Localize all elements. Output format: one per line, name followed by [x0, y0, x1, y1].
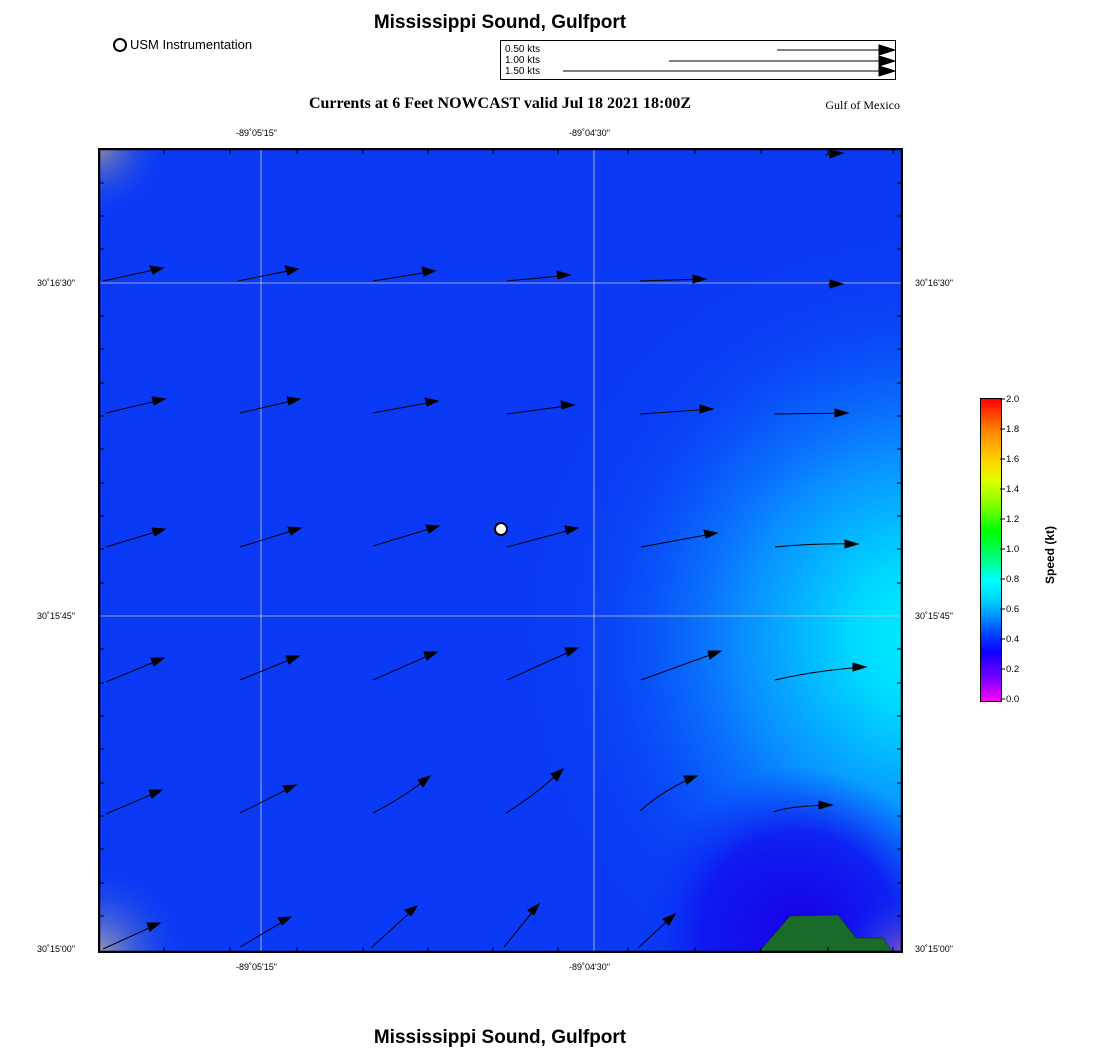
speed-legend-arrows — [501, 41, 895, 79]
current-map — [98, 148, 903, 953]
left-tick-label: 30˚15'00" — [37, 944, 75, 954]
colorbar-tick-label: 1.0 — [1006, 544, 1020, 555]
map-title-bottom: Mississippi Sound, Gulfport — [373, 1027, 627, 1048]
speed-legend-label-1: 0.50 kts — [505, 44, 541, 55]
region-label: Gulf of Mexico — [825, 98, 900, 112]
top-tick-label: -89˚05'15" — [236, 128, 277, 138]
bottom-tick-label: -89˚04'30" — [569, 962, 610, 972]
colorbar-title: Speed (kt) — [1043, 525, 1057, 584]
right-tick-label: 30˚15'00" — [915, 944, 953, 954]
speed-colorbar — [980, 398, 1002, 702]
map-subtitle: Currents at 6 Feet NOWCAST valid Jul 18 2021 18:00Z — [308, 95, 692, 112]
bottom-tick-label: -89˚05'15" — [236, 962, 277, 972]
top-tick-label: -89˚04'30" — [569, 128, 610, 138]
colorbar-tick-label: 0.6 — [1006, 604, 1020, 615]
usm-station-marker[interactable] — [495, 523, 507, 535]
colorbar-tick-label: 1.2 — [1006, 514, 1020, 525]
colorbar-tick-label: 0.4 — [1006, 634, 1020, 645]
colorbar-tick-marks — [1000, 398, 1006, 702]
left-tick-label: 30˚15'45" — [37, 611, 75, 621]
station-marker-icon — [113, 38, 127, 52]
colorbar-tick-label: 1.6 — [1006, 454, 1020, 465]
speed-legend — [500, 40, 896, 80]
station-legend — [113, 37, 252, 52]
right-tick-label: 30˚16'30" — [915, 278, 953, 288]
colorbar-tick-label: 0.8 — [1006, 574, 1020, 585]
station-legend-label: USM Instrumentation — [130, 37, 253, 52]
speed-legend-label-2: 1.00 kts — [505, 55, 541, 66]
left-tick-label: 30˚16'30" — [37, 278, 75, 288]
colorbar-tick-label: 1.4 — [1006, 484, 1020, 495]
colorbar-tick-label: 2.0 — [1006, 394, 1020, 405]
colorbar-tick-label: 1.8 — [1006, 424, 1020, 435]
speed-legend-label-3: 1.50 kts — [505, 66, 541, 77]
colorbar-tick-label: 0.2 — [1006, 664, 1020, 675]
right-tick-label: 30˚15'45" — [915, 611, 953, 621]
colorbar-tick-label: 0.0 — [1006, 694, 1020, 705]
map-title: Mississippi Sound, Gulfport — [373, 12, 627, 33]
